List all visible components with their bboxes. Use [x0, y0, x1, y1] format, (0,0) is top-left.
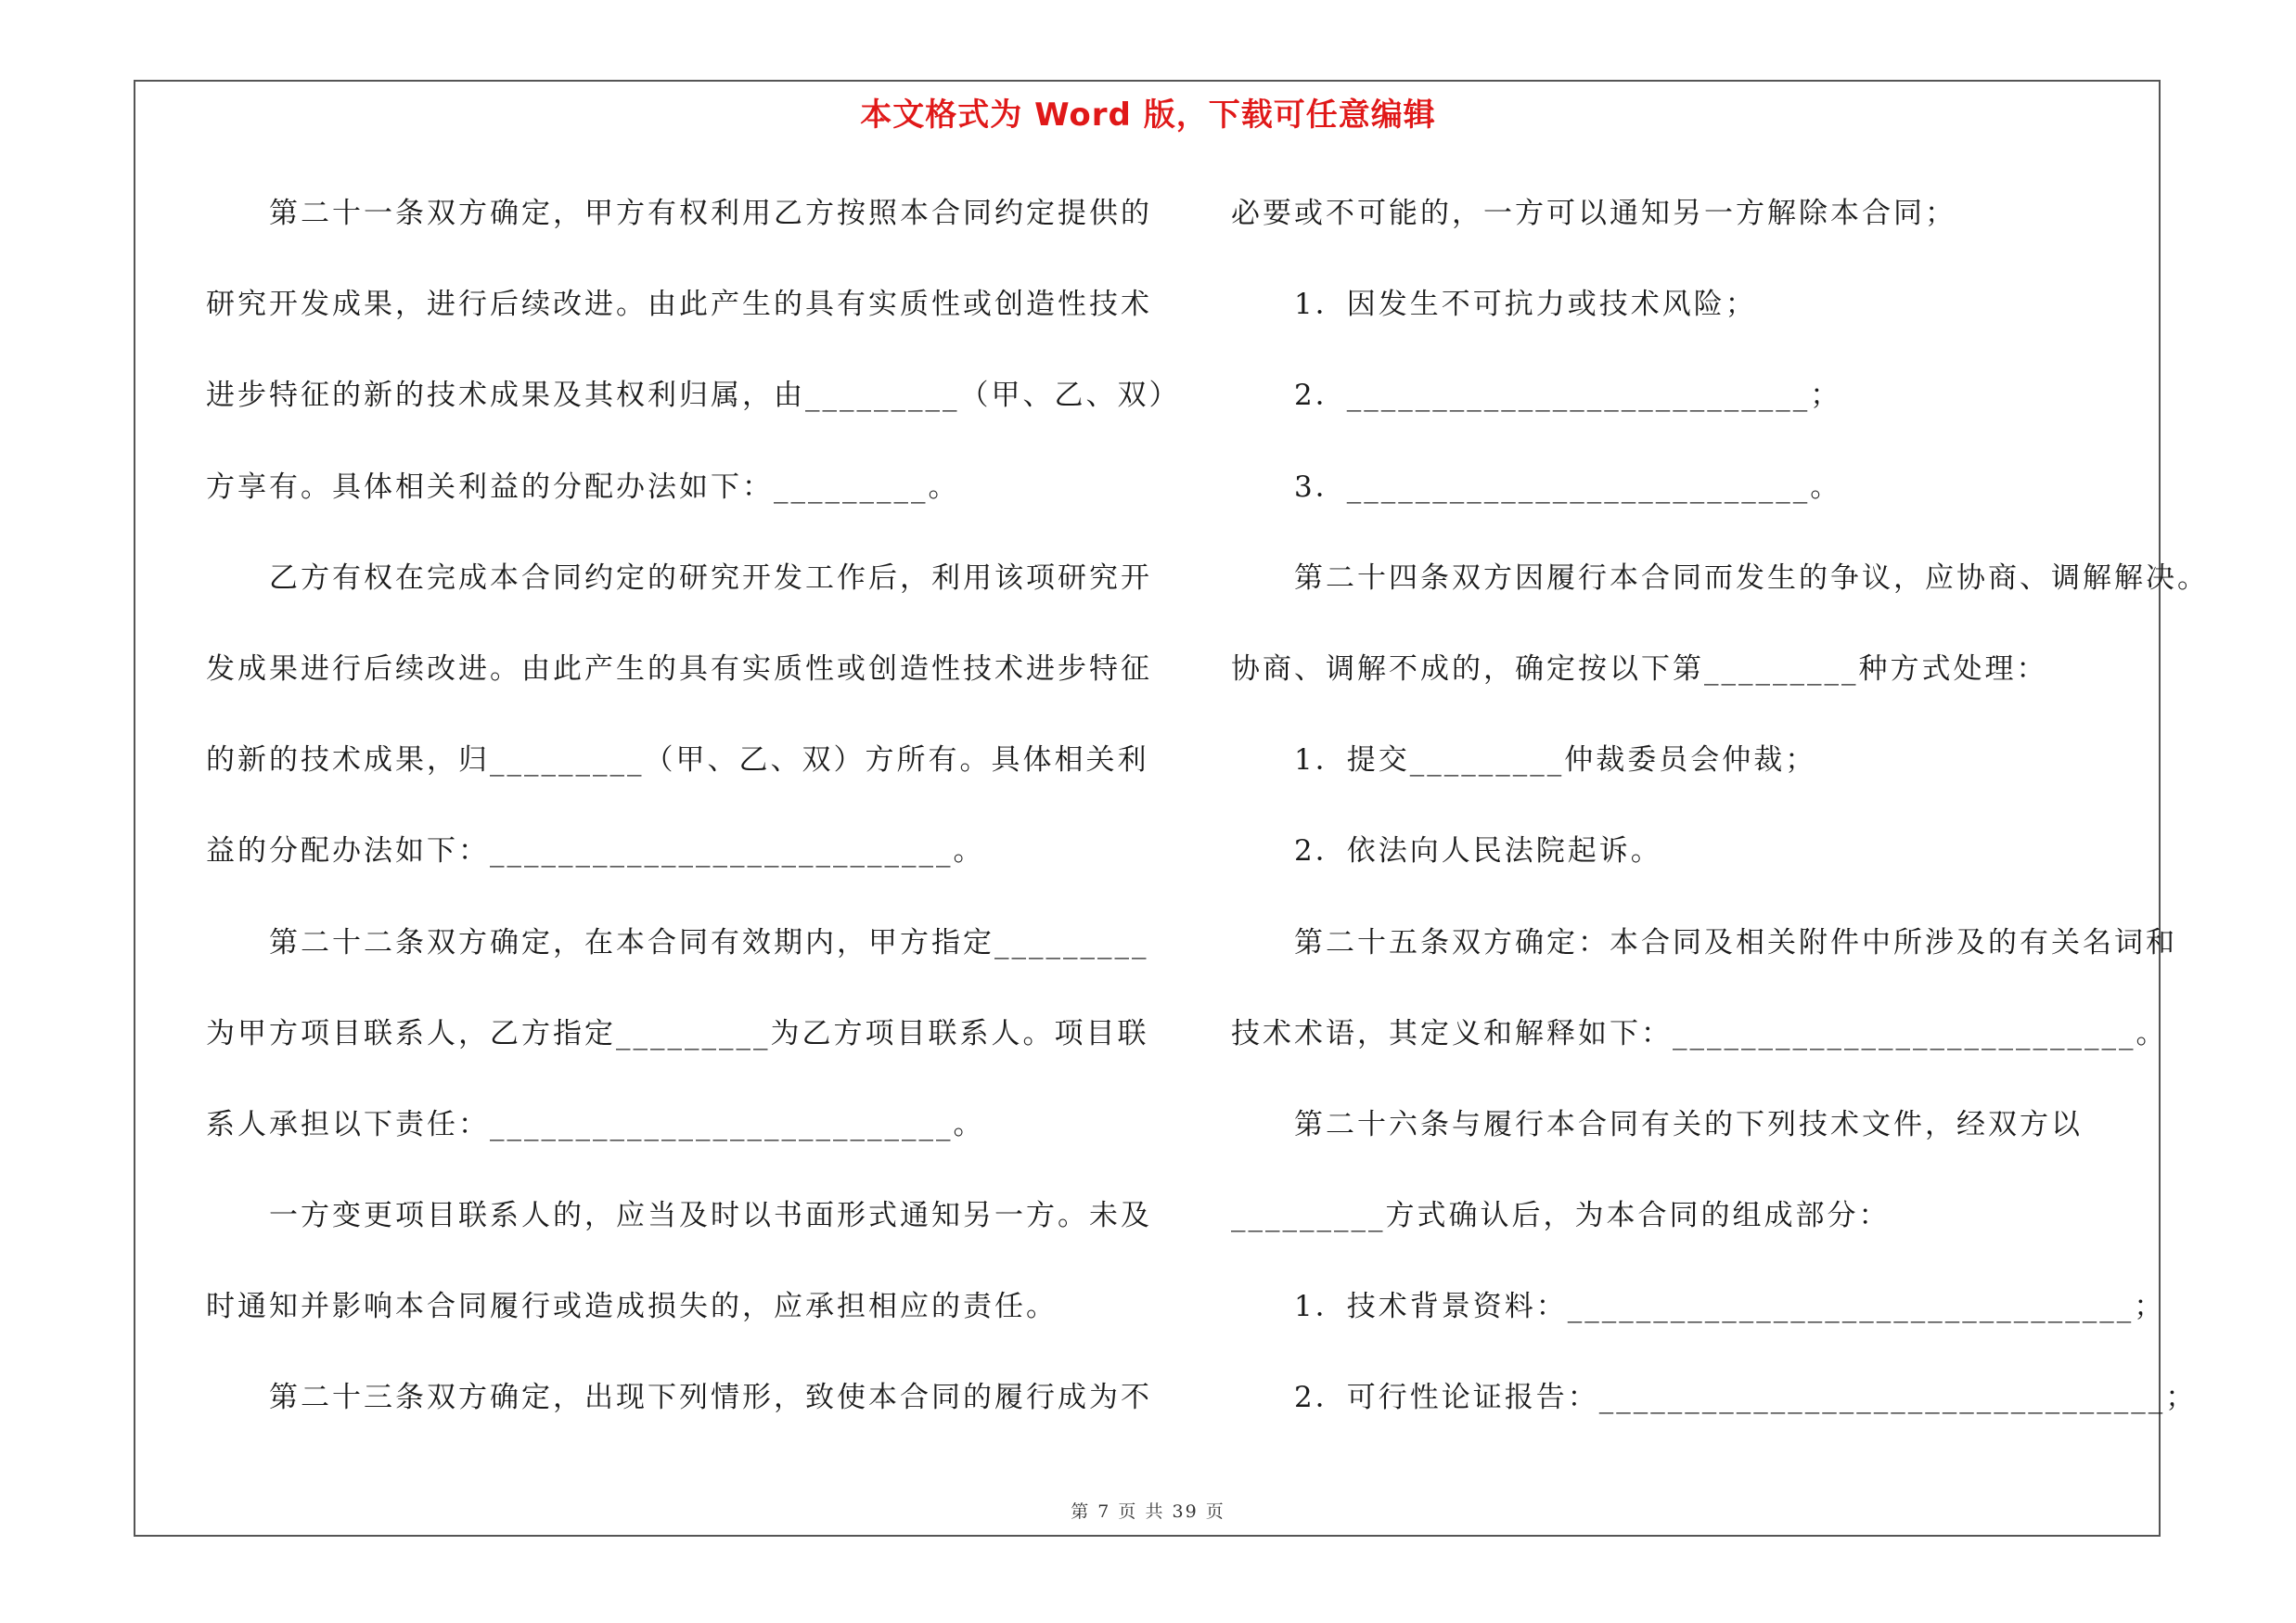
- text-line: 3．___________________________。: [1294, 470, 1842, 504]
- text-line: _________方式确认后，为本合同的组成部分：: [1231, 1199, 1891, 1233]
- text-line: 第二十二条双方确定，在本合同有效期内，甲方指定_________: [269, 925, 1149, 960]
- text-line: 1．提交_________仲裁委员会仲裁；: [1294, 743, 1817, 778]
- text-line: 2．可行性论证报告：_________________________________；: [1294, 1381, 2198, 1415]
- text-line: 益的分配办法如下：___________________________。: [206, 834, 985, 869]
- text-line: 第二十六条与履行本合同有关的下列技术文件，经双方以: [1294, 1107, 2083, 1141]
- left-column: [206, 190, 1181, 1466]
- text-line: 研究开发成果，进行后续改进。由此产生的具有实质性或创造性技术: [206, 288, 1152, 322]
- text-line: 发成果进行后续改进。由此产生的具有实质性或创造性技术进步特征: [206, 651, 1152, 686]
- text-line: 时通知并影响本合同履行或造成损失的，应承担相应的责任。: [206, 1290, 1058, 1324]
- text-line: 2．___________________________；: [1294, 379, 1842, 413]
- text-line: 一方变更项目联系人的，应当及时以书面形式通知另一方。未及: [269, 1199, 1152, 1233]
- text-line: 2．依法向人民法院起诉。: [1294, 834, 1662, 869]
- text-line: 为甲方项目联系人，乙方指定_________为乙方项目联系人。项目联: [206, 1016, 1149, 1050]
- text-line: 方享有。具体相关利益的分配办法如下：_________。: [206, 470, 960, 504]
- text-line: 乙方有权在完成本合同约定的研究开发工作后，利用该项研究开: [269, 560, 1152, 595]
- text-line: 第二十三条双方确定，出现下列情形，致使本合同的履行成为不: [269, 1381, 1152, 1415]
- text-line: 第二十一条双方确定，甲方有权利用乙方按照本合同约定提供的: [269, 197, 1152, 230]
- text-line: 技术术语，其定义和解释如下：___________________________。: [1231, 1016, 2168, 1050]
- format-banner: 本文格式为 Word 版，下载可任意编辑: [860, 97, 1436, 134]
- text-line: 必要或不可能的，一方可以通知另一方解除本合同；: [1231, 197, 1956, 230]
- text-line: 1．因发生不可抗力或技术风险；: [1294, 288, 1757, 322]
- text-line: 系人承担以下责任：___________________________。: [206, 1107, 985, 1141]
- text-line: 的新的技术成果，归_________（甲、乙、双）方所有。具体相关利: [206, 743, 1149, 778]
- text-line: 1．技术背景资料：_________________________________；: [1294, 1290, 2166, 1324]
- text-line: 第二十四条双方因履行本合同而发生的争议，应协商、调解解决。: [1294, 560, 2209, 595]
- text-line: 第二十五条双方确定：本合同及相关附件中所涉及的有关名词和: [1294, 925, 2177, 960]
- text-line: 协商、调解不成的，确定按以下第_________种方式处理：: [1231, 651, 2048, 686]
- page-number: 第 7 页 共 39 页: [1071, 1501, 1225, 1522]
- right-column: [1231, 190, 2209, 1466]
- text-line: 进步特征的新的技术成果及其权利归属，由_________（甲、乙、双）: [206, 379, 1181, 413]
